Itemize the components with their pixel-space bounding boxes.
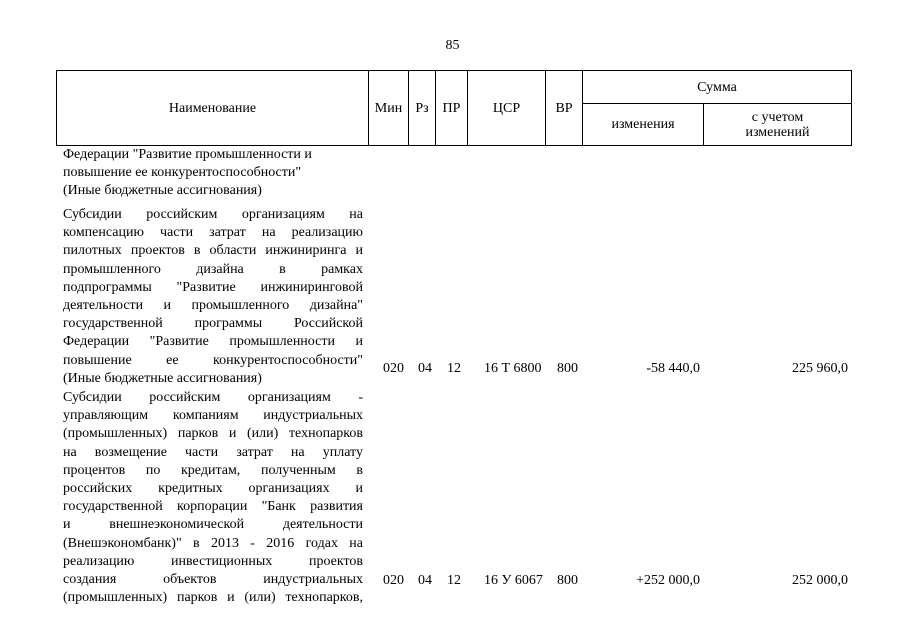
cell-total: 252 000,0 (792, 573, 848, 588)
description-line: (промышленных) парков и (или) технопарков, (63, 590, 363, 606)
description-line: подпрограммы "Развитие инжиниринговой (63, 279, 363, 295)
description-line: и внешнеэкономической деятельности (63, 517, 363, 533)
cell-csr: 16 Т 6800 (484, 361, 542, 376)
cell-change: -58 440,0 (646, 361, 700, 376)
header-with-changes-line2: изменений (745, 124, 810, 140)
cell-rz: 04 (418, 573, 432, 588)
header-rz: Рз (415, 100, 429, 116)
page-number: 85 (445, 38, 460, 53)
description-line: Субсидии российским организациям на (63, 207, 363, 222)
description-line: деятельности и промышленного дизайна" (63, 298, 363, 314)
header-with-changes-line1: с учетом (751, 109, 804, 125)
description-line: (Иные бюджетные ассигнования) (63, 370, 262, 386)
cell-vr: 800 (557, 361, 578, 376)
table-row-description (63, 146, 363, 201)
description-line: (Иные бюджетные ассигнования) (63, 183, 262, 199)
description-line: Федерации "Развитие промышленности и (63, 147, 312, 162)
description-line: (промышленных) парков и (или) технопарков (63, 426, 363, 442)
cell-csr: 16 У 6067 (484, 573, 543, 588)
cell-rz: 04 (418, 361, 432, 376)
description-line: реализацию инвестиционных проектов (63, 553, 363, 569)
cell-change: +252 000,0 (636, 573, 700, 588)
description-line: создания объектов индустриальных (63, 572, 363, 588)
cell-min: 020 (383, 573, 404, 588)
cell-pr: 12 (447, 361, 461, 376)
table-row-description (63, 206, 363, 388)
description-line: (Внешэкономбанк)" в 2013 - 2016 годах на (63, 535, 363, 551)
description-line: Субсидии российским организациям - (63, 390, 363, 405)
header-vr: ВР (555, 100, 573, 116)
table-row-description (63, 389, 363, 607)
header-summa: Сумма (697, 79, 737, 95)
description-line: повышение ее конкурентоспособности" (63, 352, 363, 368)
description-line: на возмещение части затрат на уплату (63, 444, 363, 460)
header-pr: ПР (442, 100, 461, 116)
description-line: промышленного дизайна в рамках (63, 261, 363, 277)
description-line: повышение ее конкурентоспособности" (63, 165, 302, 181)
cell-min: 020 (383, 361, 404, 376)
description-line: Федерации "Развитие промышленности и (63, 334, 363, 350)
description-line: российских кредитных организациях и (63, 481, 363, 497)
cell-pr: 12 (447, 573, 461, 588)
description-line: государственной корпорации "Банк развития (63, 499, 363, 515)
description-line: пилотных проектов в области инжиниринга и (63, 243, 363, 259)
header-name: Наименование (168, 100, 257, 116)
description-line: управляющим компаниям индустриальных (63, 408, 363, 424)
description-line: процентов по кредитам, полученным в (63, 462, 363, 478)
cell-total: 225 960,0 (792, 361, 848, 376)
header-with-changes (704, 104, 851, 145)
table-header (56, 70, 852, 146)
header-csr: ЦСР (492, 100, 521, 116)
header-right-border (851, 70, 852, 146)
header-min: Мин (374, 100, 403, 116)
header-changes: изменения (611, 117, 675, 132)
description-line: компенсацию части затрат на реализацию (63, 225, 363, 241)
cell-vr: 800 (557, 573, 578, 588)
description-line: государственной программы Российской (63, 316, 363, 332)
